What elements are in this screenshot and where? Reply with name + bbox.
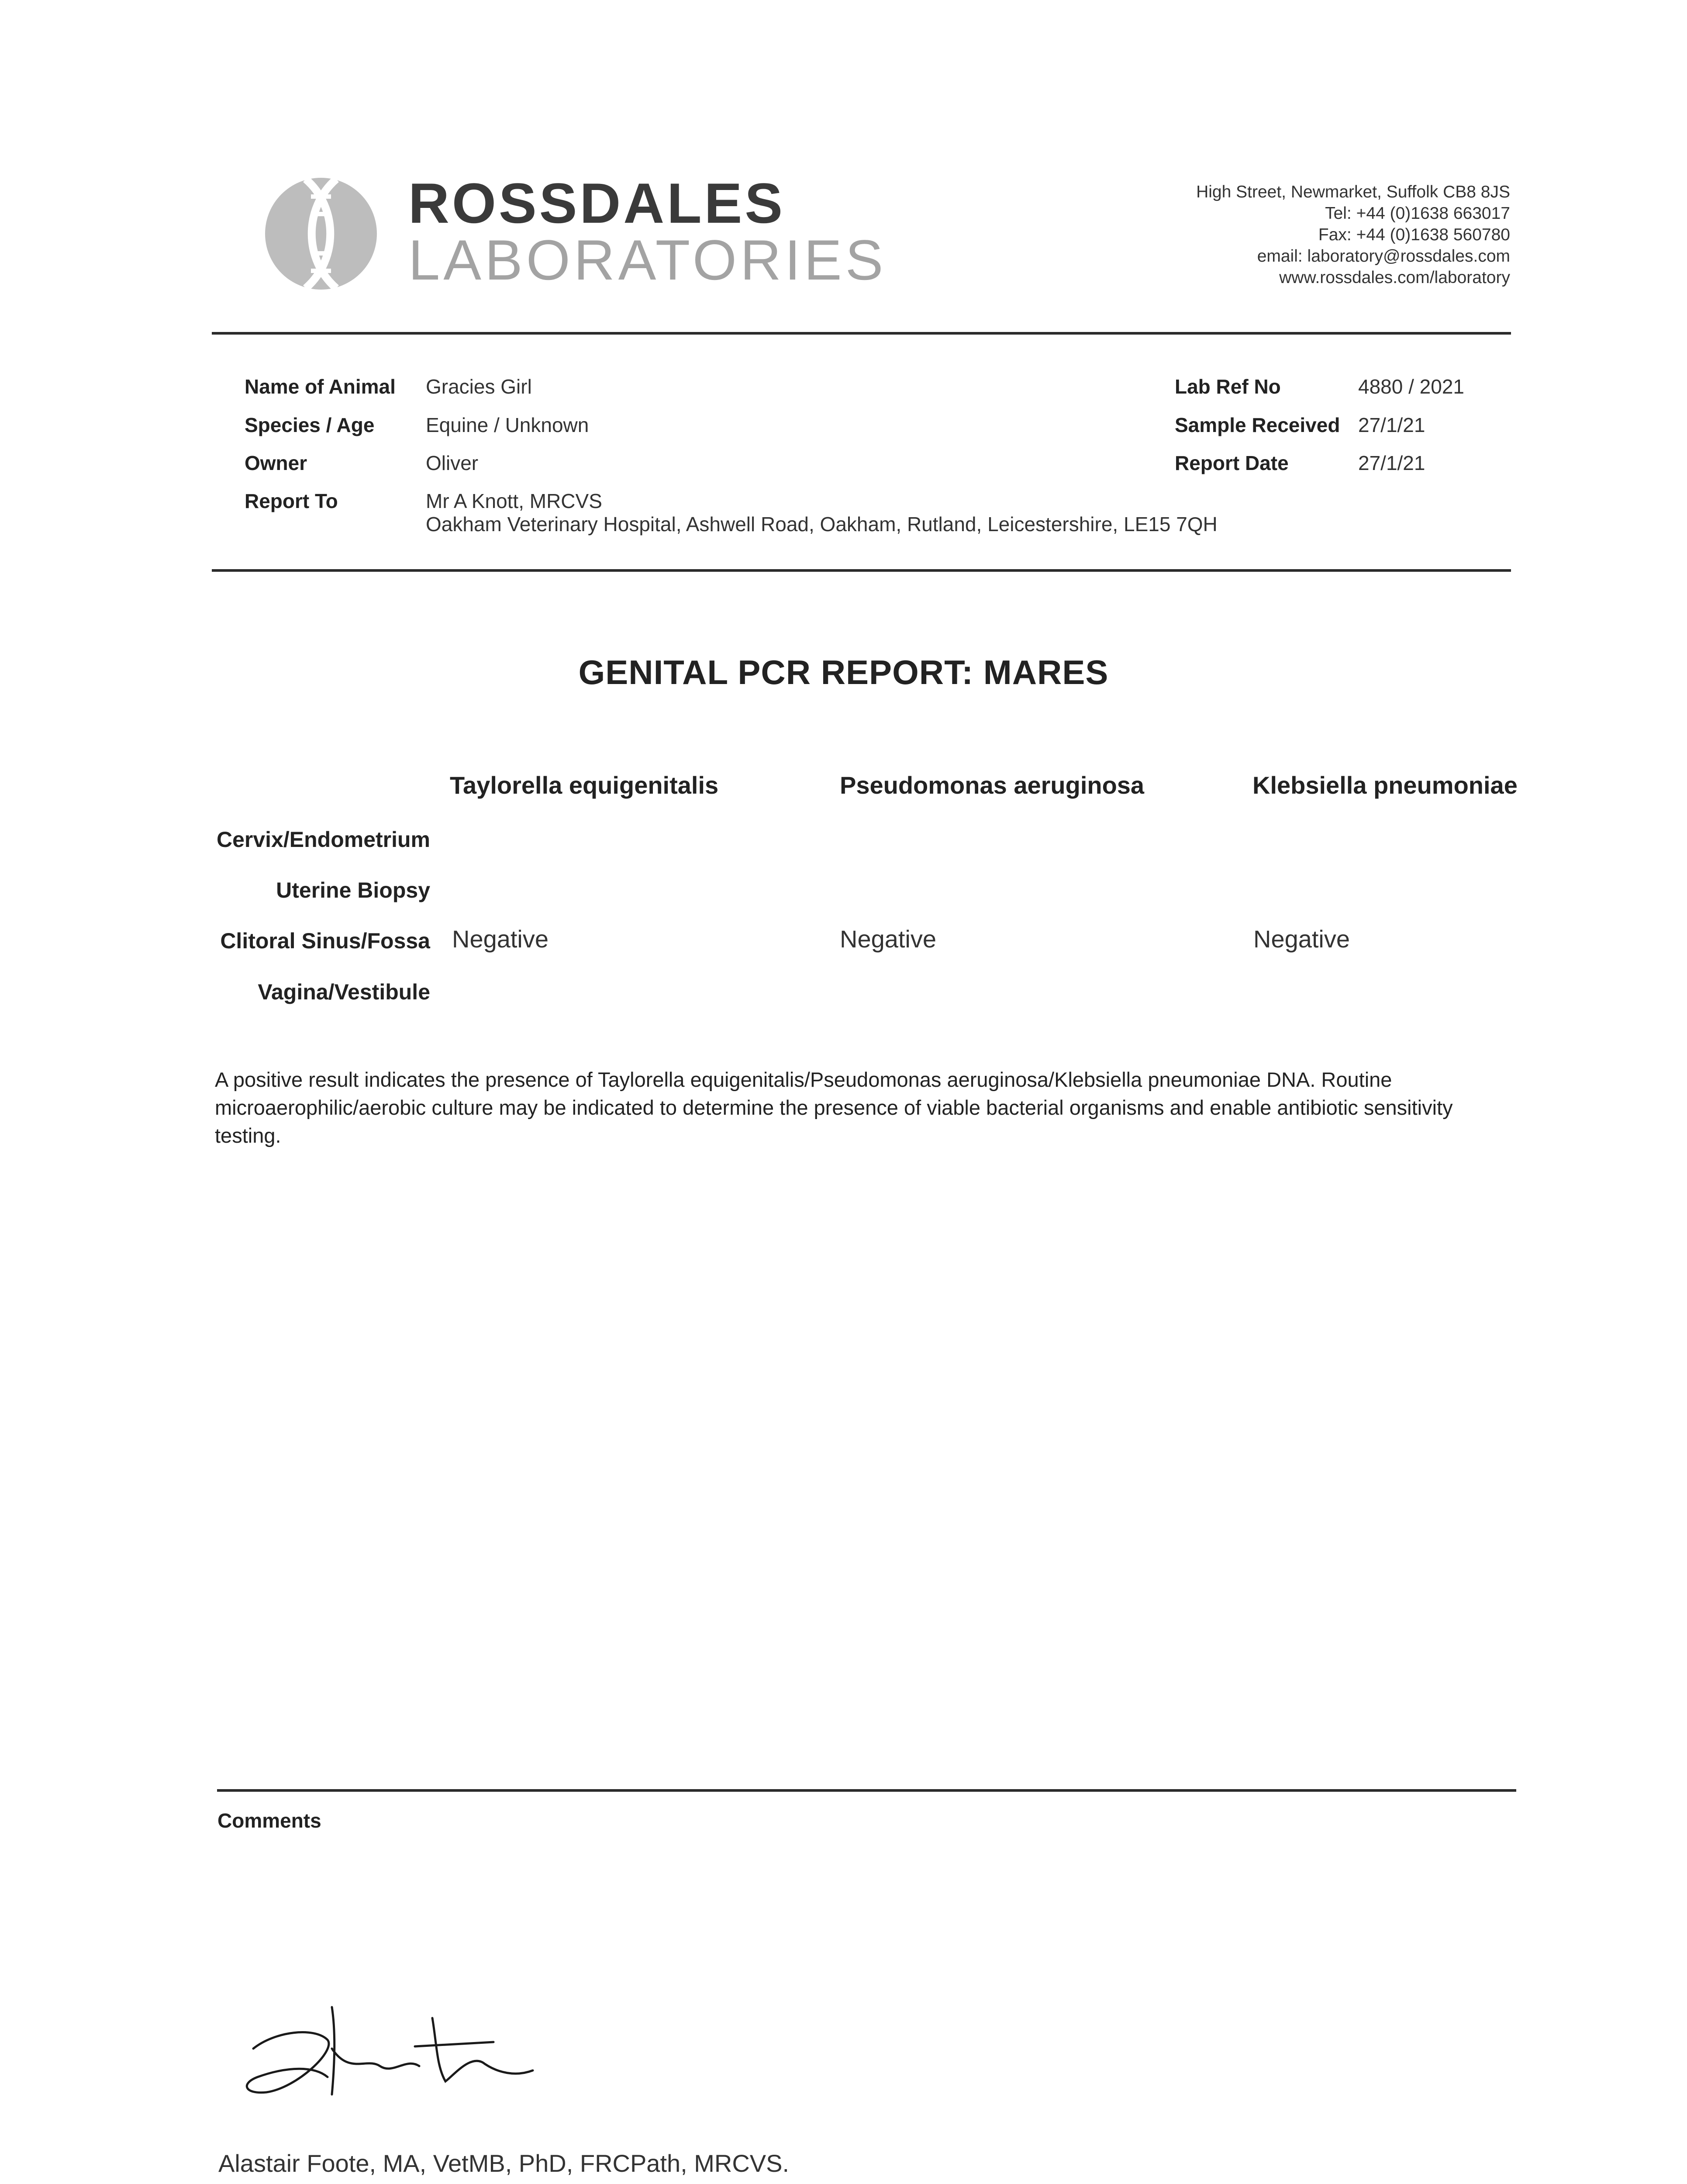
lab-ref-value: 4880 / 2021 — [1358, 375, 1465, 398]
contact-address: High Street, Newmarket, Suffolk CB8 8JS — [1196, 183, 1510, 201]
report-to-address: Oakham Veterinary Hospital, Ashwell Road, Oakham, Rutland, Leicestershire, LE15 7QH — [426, 513, 1218, 536]
row-label: Cervix/Endometrium — [216, 827, 430, 852]
dna-logo-icon — [262, 173, 380, 295]
contact-email: email: laboratory@rossdales.com — [1257, 247, 1510, 266]
column-header: Taylorella equigenitalis — [450, 771, 719, 799]
name-of-animal-value: Gracies Girl — [426, 375, 532, 398]
species-age-label: Species / Age — [245, 414, 375, 436]
divider — [217, 1789, 1516, 1792]
brand-name: ROSSDALES — [408, 171, 786, 235]
report-date-value: 27/1/21 — [1358, 452, 1425, 474]
row-label: Clitoral Sinus/Fossa — [220, 929, 430, 953]
row-label: Uterine Biopsy — [276, 878, 430, 902]
contact-fax: Fax: +44 (0)1638 560780 — [1318, 225, 1510, 244]
signatory-name: Alastair Foote, MA, VetMB, PhD, FRCPath, MRCVS. — [218, 2149, 790, 2177]
name-of-animal-label: Name of Animal — [245, 375, 396, 398]
lab-ref-label: Lab Ref No — [1175, 375, 1281, 398]
signature — [227, 2001, 559, 2105]
report-to-name: Mr A Knott, MRCVS — [426, 490, 602, 512]
comments-label: Comments — [217, 1809, 321, 1832]
contact-tel: Tel: +44 (0)1638 663017 — [1325, 204, 1510, 223]
report-title: GENITAL PCR REPORT: MARES — [578, 653, 1109, 691]
row-label: Vagina/Vestibule — [258, 980, 430, 1004]
species-age-value: Equine / Unknown — [426, 414, 589, 436]
result-cell: Negative — [840, 925, 937, 953]
report-date-label: Report Date — [1175, 452, 1289, 474]
sample-received-value: 27/1/21 — [1358, 414, 1425, 436]
report-to-label: Report To — [245, 490, 338, 512]
result-cell: Negative — [1253, 925, 1350, 953]
owner-label: Owner — [245, 452, 307, 474]
interpretation-note: A positive result indicates the presence of Taylorella equigenitalis/Pseudomonas aeruginosa/Klebsiella pneumoniae DNA. Routine microaerophilic/aerobic culture may be indicated to determine the presence of viable bacterial organisms and enable antibiotic sensitivity testing. — [215, 1068, 1453, 1147]
sample-received-label: Sample Received — [1175, 414, 1340, 436]
result-cell: Negative — [452, 925, 549, 953]
divider — [212, 569, 1511, 572]
contact-block — [1196, 181, 1510, 288]
brand-subtitle: LABORATORIES — [408, 228, 887, 292]
column-header: Pseudomonas aeruginosa — [840, 771, 1145, 799]
contact-website: www.rossdales.com/laboratory — [1279, 268, 1510, 287]
column-header: Klebsiella pneumoniae — [1252, 771, 1518, 799]
owner-value: Oliver — [426, 452, 479, 474]
divider — [212, 332, 1511, 335]
